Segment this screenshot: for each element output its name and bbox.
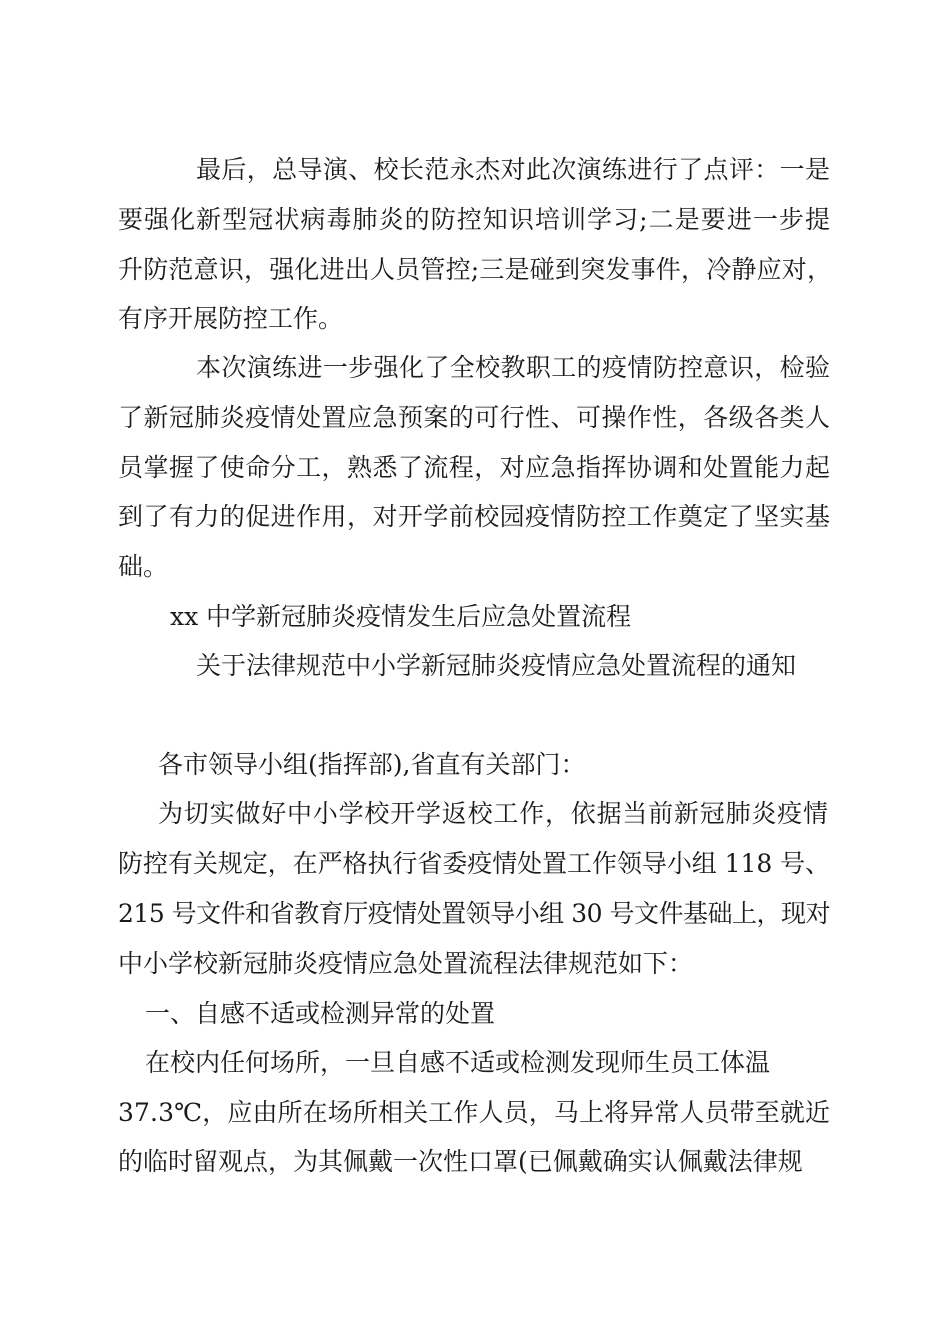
text-line: 有序开展防控工作。	[118, 304, 344, 333]
subsection-heading: 一、自感不适或检测异常的处置	[145, 999, 496, 1028]
salutation: 各市领导小组(指挥部),省直有关部门：	[158, 750, 586, 779]
text-line: 础。	[118, 552, 169, 581]
text-line: 到了有力的促进作用，对开学前校园疫情防控工作奠定了坚实基	[118, 502, 831, 531]
text-line: 防控有关规定，在严格执行省委疫情处置工作领导小组 118 号、	[118, 849, 830, 878]
section-heading: xx 中学新冠肺炎疫情发生后应急处置流程	[170, 602, 632, 631]
text-line: 为切实做好中小学校开学返校工作，依据当前新冠肺炎疫情	[158, 799, 829, 828]
text-line: 最后，总导演、校长范永杰对此次演练进行了点评：一是	[196, 155, 831, 184]
text-line: 的临时留观点，为其佩戴一次性口罩(已佩戴确实认佩戴法律规	[118, 1147, 803, 1176]
text-line: 要强化新型冠状病毒肺炎的防控知识培训学习;二是要进一步提	[118, 205, 832, 234]
text-line: 了新冠肺炎疫情处置应急预案的可行性、可操作性，各级各类人	[118, 403, 831, 432]
text-line: 员掌握了使命分工，熟悉了流程，对应急指挥协调和处置能力起	[118, 453, 831, 482]
text-line: 37.3℃，应由所在场所相关工作人员，马上将异常人员带至就近	[118, 1098, 831, 1127]
text-line: 中小学校新冠肺炎疫情应急处置流程法律规范如下：	[118, 949, 694, 978]
text-line: 215 号文件和省教育厅疫情处置领导小组 30 号文件基础上，现对	[118, 899, 830, 928]
text-line: 升防范意识，强化进出人员管控;三是碰到突发事件，冷静应对，	[118, 255, 833, 284]
notice-title: 关于法律规范中小学新冠肺炎疫情应急处置流程的通知	[196, 651, 797, 680]
text-line: 在校内任何场所，一旦自感不适或检测发现师生员工体温	[145, 1048, 771, 1077]
text-line: 本次演练进一步强化了全校教职工的疫情防控意识，检验	[196, 353, 831, 382]
